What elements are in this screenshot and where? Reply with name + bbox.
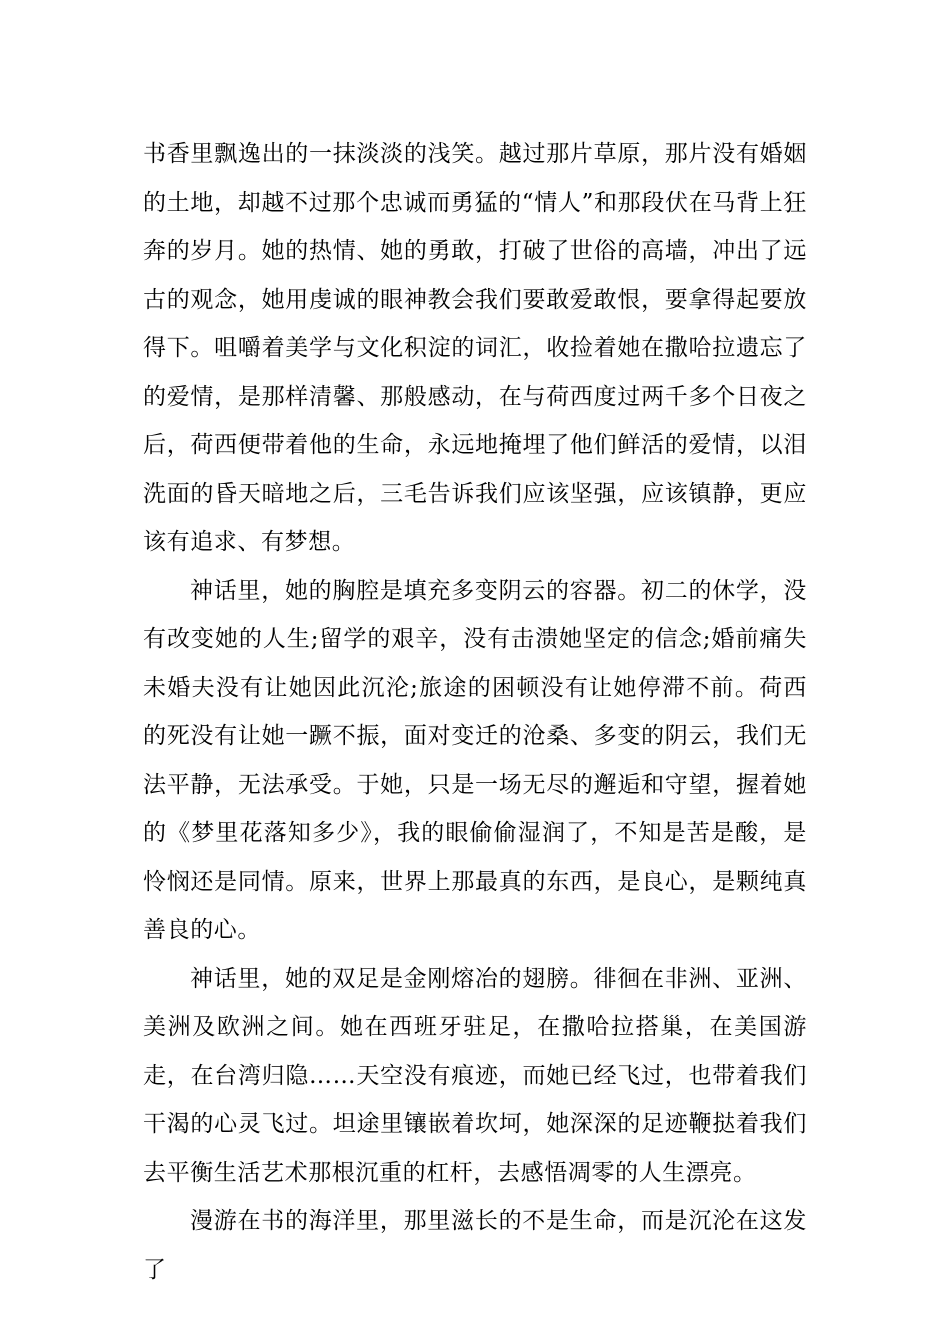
paragraph-3: 神话里，她的双足是金刚熔冶的翅膀。徘徊在非洲、亚洲、美洲及欧洲之间。她在西班牙驻足，在撒哈拉搭巢，在美国游走，在台湾归隐……天空没有痕迹，而她已经飞过，也带着我们干渴的心灵飞过。坦途里镶嵌着坎坷，她深深的足迹鞭挞着我们去平衡生活艺术那根沉重的杠杆，去感悟凋零的人生漂亮。 xyxy=(143,965,807,1186)
paragraph-2: 神话里，她的胸腔是填充多变阴云的容器。初二的休学，没有改变她的人生;留学的艰辛，没有击溃她坚定的信念;婚前痛失未婚夫没有让她因此沉沦;旅途的困顿没有让她停滞不前。荷西的死没有让她一蹶不振，面对变迁的沧桑、多变的阴云，我们无法平静，无法承受。于她，只是一场无尽的邂逅和守望，握着她的《梦里花落知多少》，我的眼偷偷湿润了，不知是苦是酸，是怜悯还是同情。原来，世界上那最真的东西，是良心，是颗纯真善良的心。 xyxy=(143,577,807,943)
document-body xyxy=(143,130,807,1294)
paragraph-1: 书香里飘逸出的一抹淡淡的浅笑。越过那片草原，那片没有婚姻的土地，却越不过那个忠诚而勇猛的“情人”和那段伏在马背上狂奔的岁月。她的热情、她的勇敢，打破了世俗的高墙，冲出了远古的观念，她用虔诚的眼神教会我们要敢爱敢恨，要拿得起要放得下。咀嚼着美学与文化积淀的词汇，收捡着她在撒哈拉遗忘了的爱情，是那样清馨、那般感动，在与荷西度过两千多个日夜之后，荷西便带着他的生命，永远地掩埋了他们鲜活的爱情，以泪洗面的昏天暗地之后，三毛告诉我们应该坚强，应该镇静，更应该有追求、有梦想。 xyxy=(143,141,807,555)
paragraph-4: 漫游在书的海洋里，那里滋长的不是生命，而是沉沦在这发了 xyxy=(143,1208,807,1283)
